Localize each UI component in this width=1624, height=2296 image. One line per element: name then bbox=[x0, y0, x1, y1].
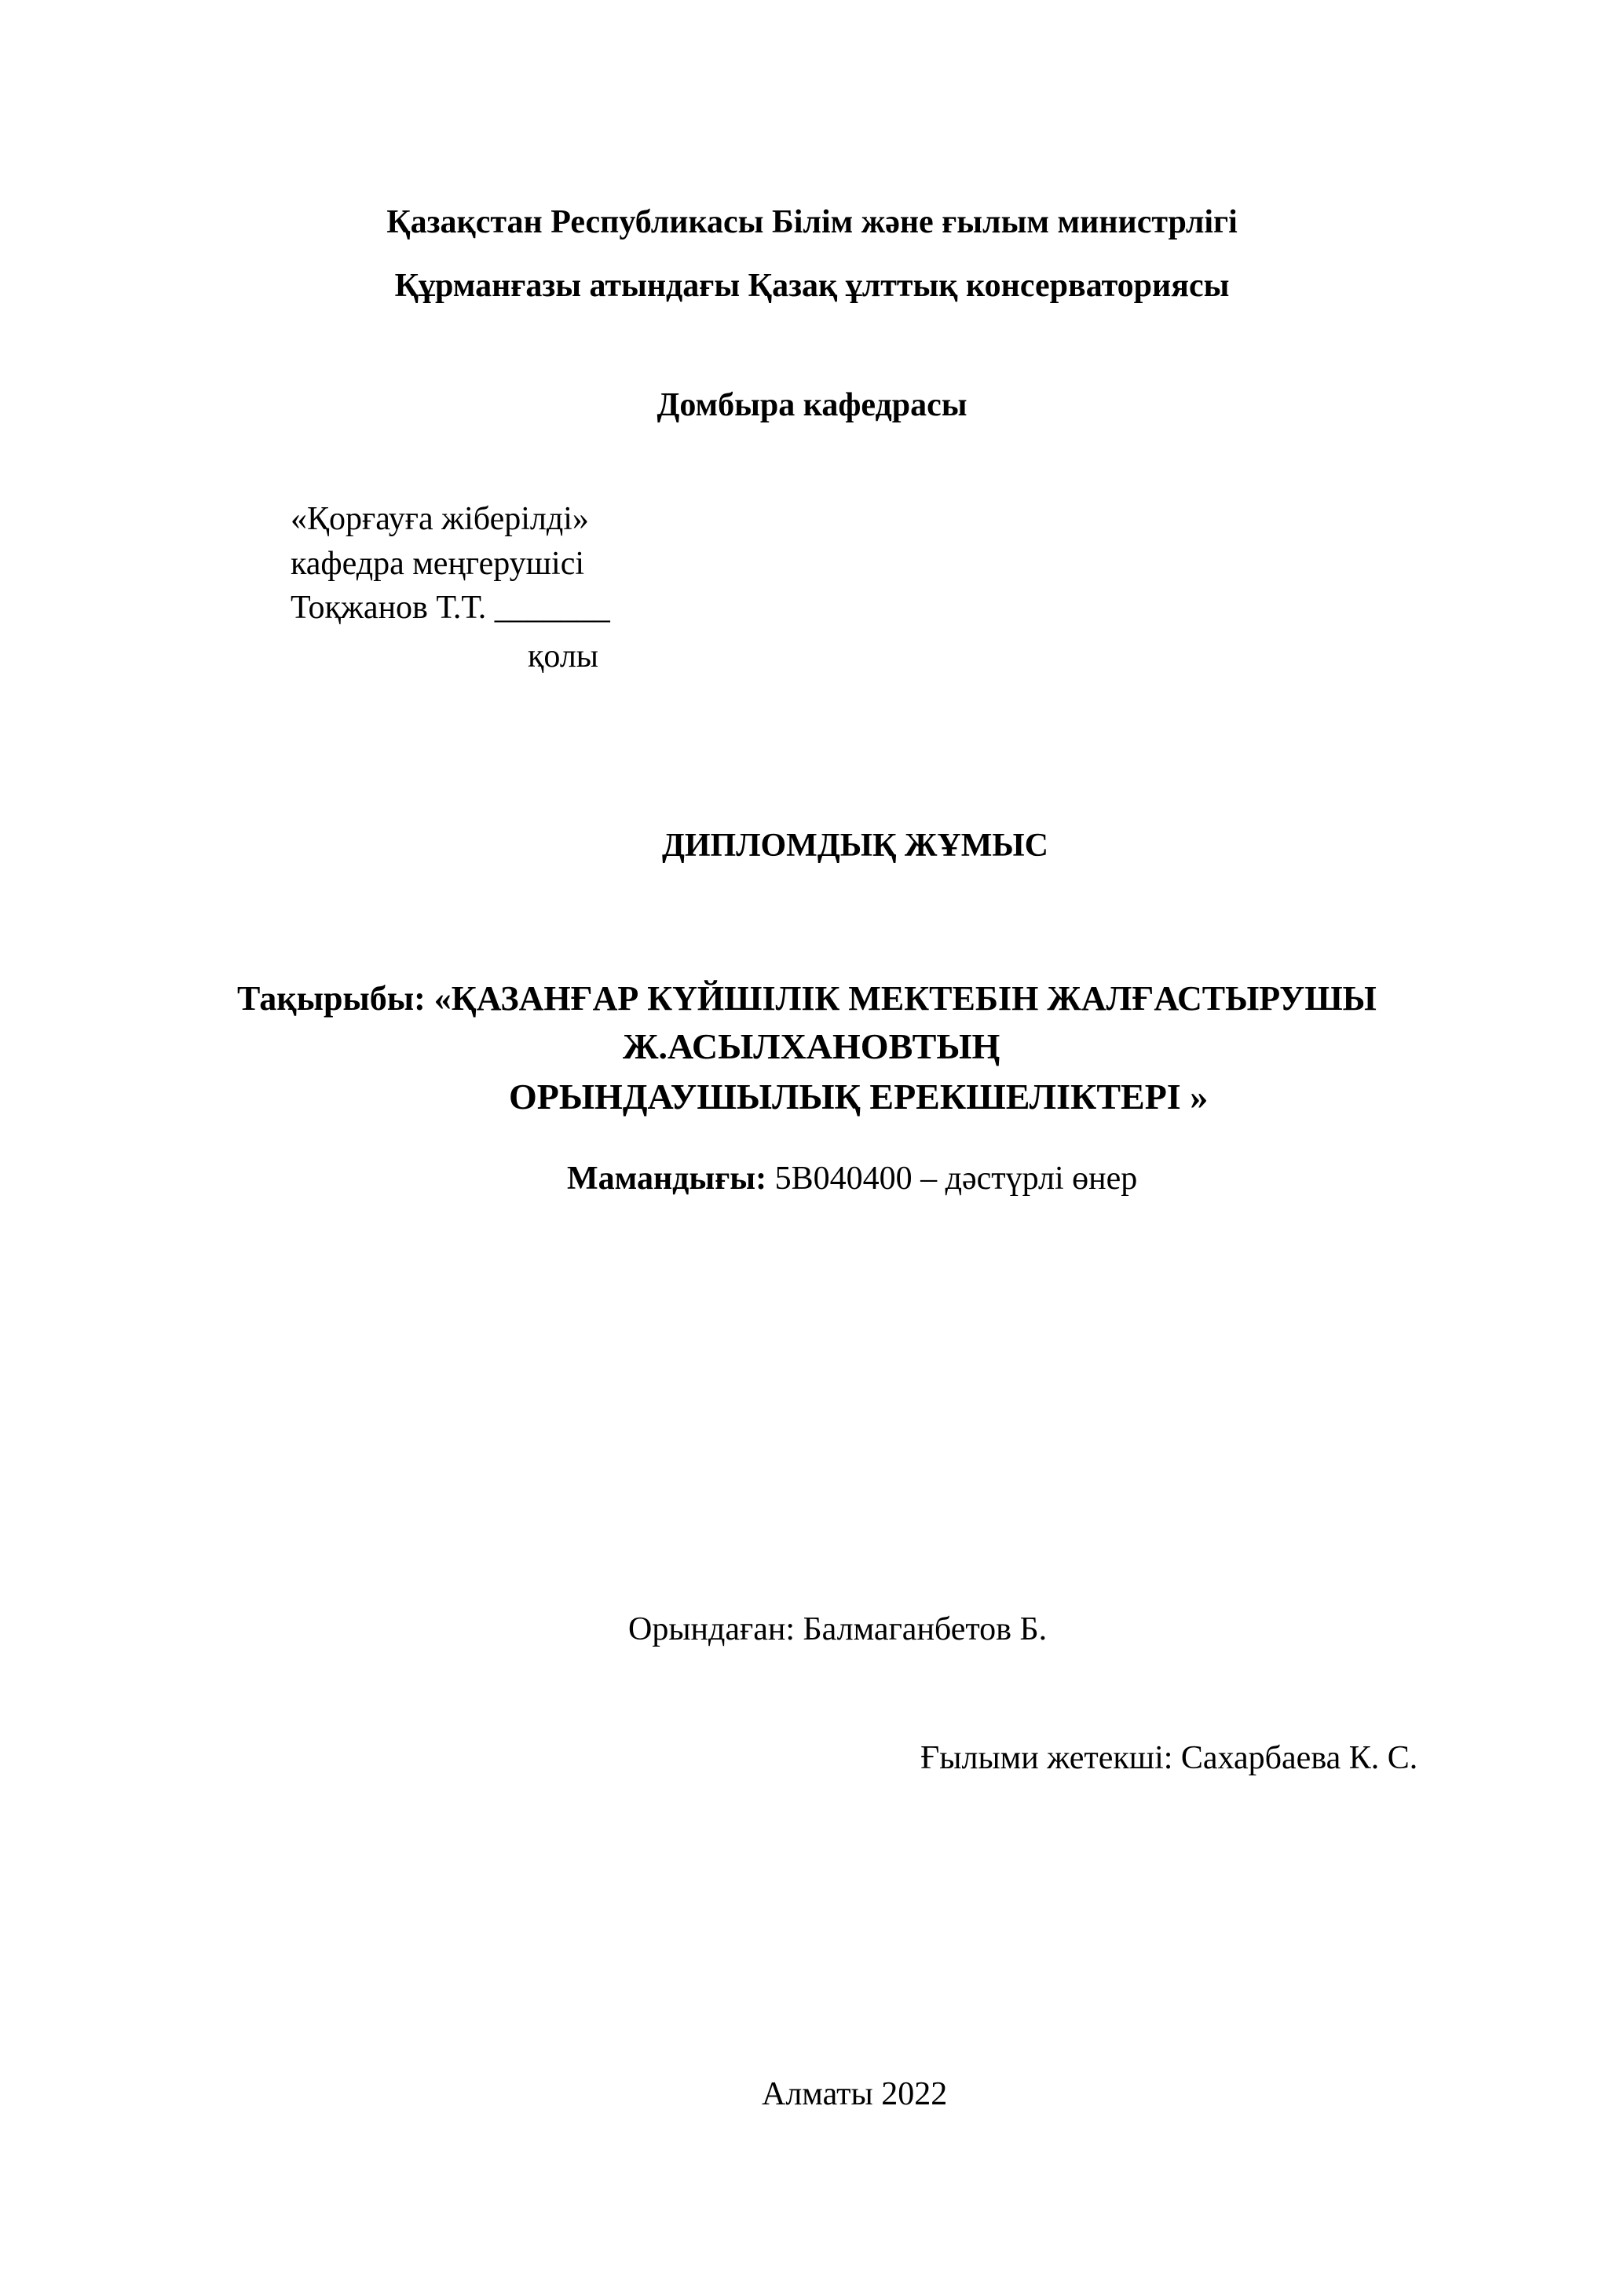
specialty-value: 5В040400 – дәстүрлі өнер bbox=[766, 1161, 1138, 1197]
approval-heading: «Қорғауға жіберілді» bbox=[291, 501, 589, 537]
topic-line-1: Тақырыбы: «ҚАЗАНҒАР КҮЙШІЛІК МЕКТЕБІН ЖАЛҒАСТЫРУШЫ bbox=[237, 979, 1377, 1018]
approval-signatory: Тоқжанов Т.Т. _______ bbox=[291, 590, 610, 626]
conservatory-title: Құрманғазы атындағы Қазақ ұлттық консерваториясы bbox=[394, 268, 1230, 304]
specialty-label: Мамандығы: bbox=[567, 1161, 767, 1197]
supervisor: Ғылыми жетекші: Сахарбаева К. С. bbox=[920, 1740, 1418, 1776]
document-type: ДИПЛОМДЫҚ ЖҰМЫС bbox=[661, 828, 1048, 864]
signature-caption: қолы bbox=[528, 638, 599, 675]
approval-position: кафедра меңгерушісі bbox=[291, 546, 585, 582]
topic-line-2: Ж.АСЫЛХАНОВТЫҢ bbox=[623, 1026, 1000, 1066]
city-year: Алматы 2022 bbox=[762, 2076, 948, 2112]
specialty bbox=[567, 1162, 1137, 1195]
performer: Орындаған: Балмаганбетов Б. bbox=[628, 1611, 1048, 1647]
topic-line-3: ОРЫНДАУШЫЛЫҚ ЕРЕКШЕЛІКТЕРІ » bbox=[509, 1077, 1209, 1117]
ministry-title: Қазақстан Республикасы Білім және ғылым министрлігі bbox=[386, 204, 1238, 240]
department-title: Домбыра кафедрасы bbox=[657, 387, 967, 423]
